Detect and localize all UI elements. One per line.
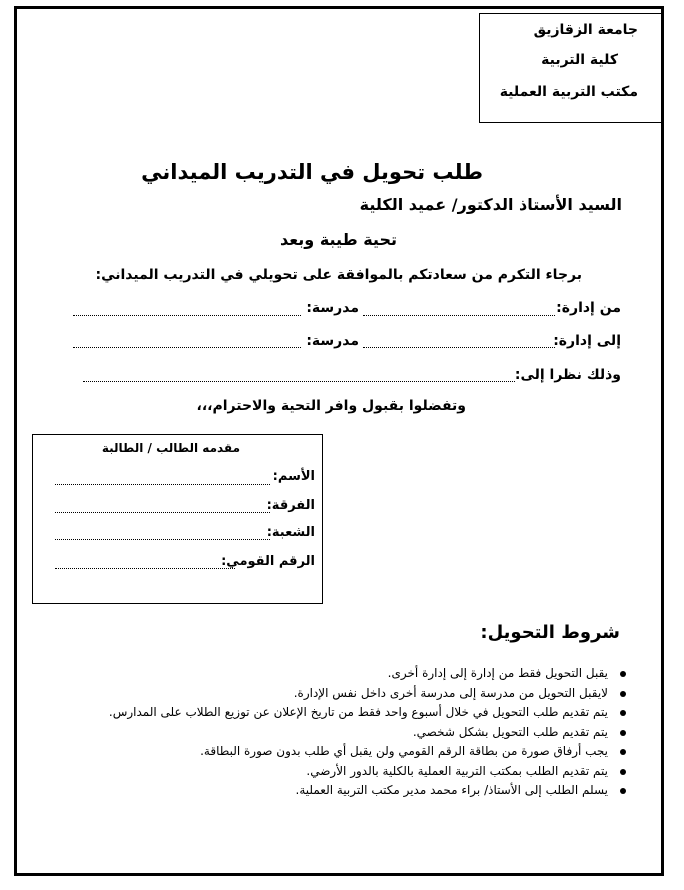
to-admin-label: إلى إدارة: <box>553 333 621 349</box>
office-name: مكتب التربية العملية <box>499 84 638 100</box>
from-admin-field[interactable] <box>363 315 555 316</box>
condition-item: يتم تقديم طلب التحويل في خلال أسبوع واحد فقط من تاريخ الإعلان عن توزيع الطلاب على المدارس. <box>46 703 626 723</box>
to-school-field[interactable] <box>73 347 301 348</box>
to-admin-field[interactable] <box>363 347 555 348</box>
condition-item: يتم تقديم الطلب بمكتب التربية العملية بالكلية بالدور الأرضي. <box>46 762 626 782</box>
condition-item: يتم تقديم طلب التحويل بشكل شخصي. <box>46 723 626 743</box>
request-text: برجاء التكرم من سعادتكم بالموافقة على تحويلي في التدريب الميداني: <box>95 267 582 283</box>
reason-field[interactable] <box>83 381 515 382</box>
institution-header <box>479 13 663 123</box>
condition-item: يقبل التحويل فقط من إدارة إلى إدارة أخرى. <box>46 664 626 684</box>
student-name-field[interactable] <box>55 484 270 485</box>
conditions-list <box>46 664 626 801</box>
from-school-field[interactable] <box>73 315 301 316</box>
national-id-field[interactable] <box>55 568 235 569</box>
student-year-field[interactable] <box>55 512 270 513</box>
national-id-label: الرقم القومي: <box>221 554 315 569</box>
from-school-label: مدرسة: <box>306 300 359 316</box>
faculty-name: كلية التربية <box>541 52 618 68</box>
student-box-title: مقدمه الطالب / الطالبة <box>101 441 240 455</box>
conditions-heading: شروط التحويل: <box>480 622 620 643</box>
from-admin-label: من إدارة: <box>556 300 621 316</box>
to-school-label: مدرسة: <box>306 333 359 349</box>
condition-item: يسلم الطلب إلى الأستاذ/ براء محمد مدير مكتب التربية العملية. <box>46 781 626 801</box>
addressee: السيد الأستاذ الدكتور/ عميد الكلية <box>359 195 622 214</box>
student-year-label: الفرقة: <box>266 498 315 513</box>
university-name: جامعة الزقازيق <box>533 22 638 38</box>
condition-item: لايقبل التحويل من مدرسة إلى مدرسة أخرى داخل نفس الإدارة. <box>46 684 626 704</box>
closing-text: وتفضلوا بقبول وافر التحية والاحترام،،، <box>196 398 466 414</box>
reason-label: وذلك نظرا إلى: <box>514 367 621 383</box>
greeting: تحية طيبة وبعد <box>280 230 397 249</box>
document-title: طلب تحويل في التدريب الميداني <box>141 160 483 184</box>
student-name-label: الأسم: <box>272 469 315 484</box>
student-info-box <box>32 434 323 604</box>
student-division-label: الشعبة: <box>266 525 315 540</box>
condition-item: يجب أرفاق صورة من بطاقة الرقم القومي ولن يقبل أي طلب بدون صورة البطاقة. <box>46 742 626 762</box>
student-division-field[interactable] <box>55 539 270 540</box>
